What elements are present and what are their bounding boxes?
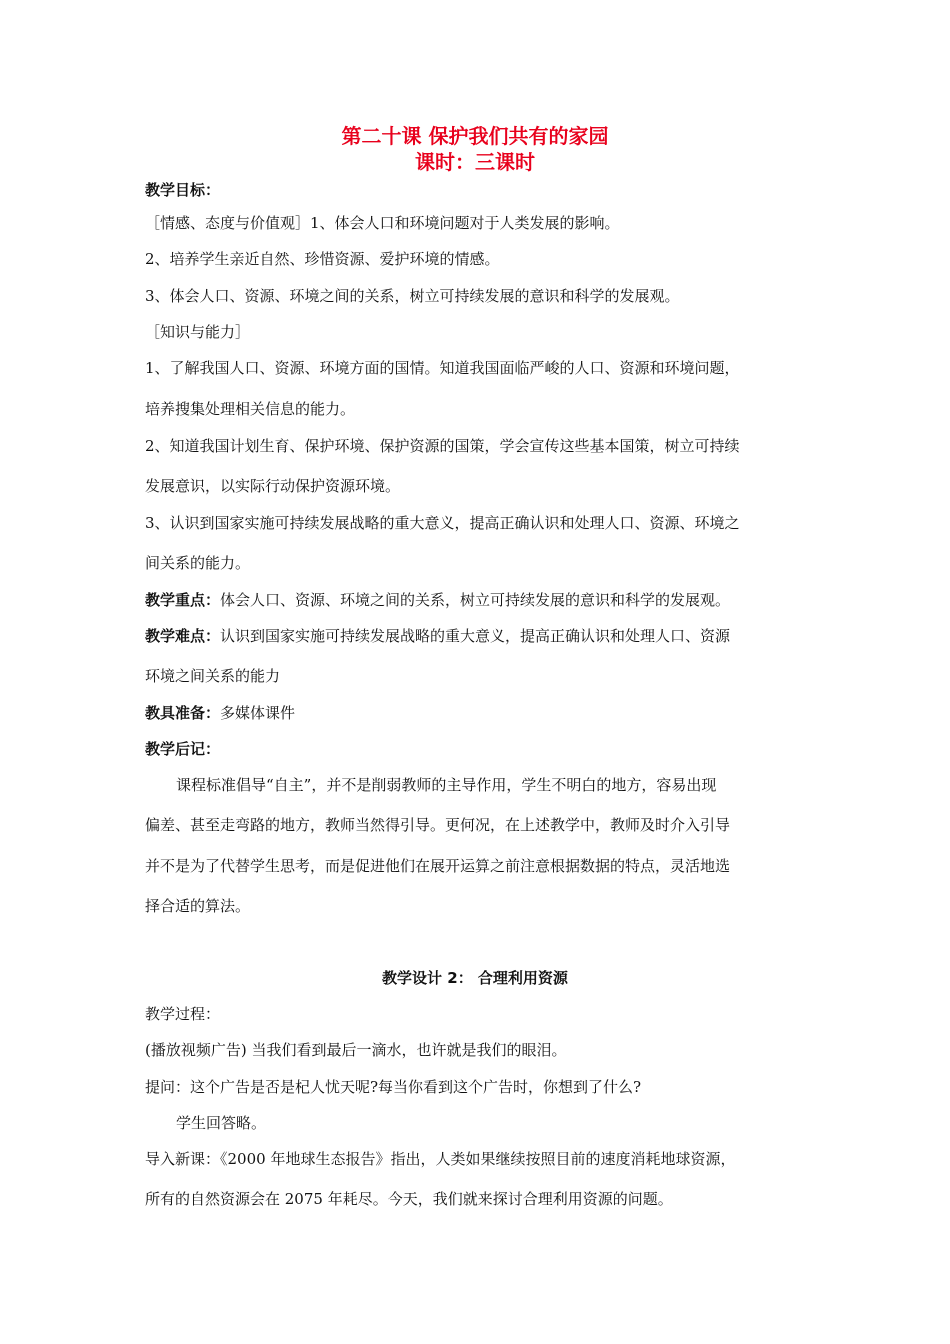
page-subtitle: 课时：三课时 — [415, 150, 535, 174]
knowledge-heading: ［知识与能力］ — [145, 323, 251, 341]
tools-text: 多媒体课件 — [220, 704, 296, 722]
key-points-label: 教学重点： — [145, 591, 221, 609]
objective-emotion-3: 3、体会人口、资源、环境之间的关系，树立可持续发展的意识和科学的发展观。 — [145, 287, 680, 305]
knowledge-2b: 发展意识，以实际行动保护资源环境。 — [145, 477, 401, 495]
process-line-4: 导入新课：《2000 年地球生态报告》指出，人类如果继续按照目前的速度消耗地球资源， — [145, 1150, 736, 1168]
knowledge-1b: 培养搜集处理相关信息的能力。 — [145, 400, 356, 418]
difficulties — [145, 626, 810, 646]
knowledge-2a: 2、知道我国计划生育、保护环境、保护资源的国策，学会宣传这些基本国策，树立可持续 — [145, 437, 740, 455]
design2-title: 教学设计 2： 合理利用资源 — [382, 969, 568, 987]
knowledge-3b: 间关系的能力。 — [145, 554, 251, 572]
tools-label: 教具准备： — [145, 704, 221, 722]
key-points-text: 体会人口、资源、环境之间的关系，树立可持续发展的意识和科学的发展观。 — [220, 591, 731, 609]
process-line-3: 学生回答略。 — [176, 1114, 267, 1132]
process-heading: 教学过程： — [145, 1005, 221, 1023]
process-line-2: 提问：这个广告是否是杞人忧天呢?每当你看到这个广告时，你想到了什么? — [145, 1078, 642, 1096]
knowledge-1a: 1、了解我国人口、资源、环境方面的国情。知道我国面临严峻的人口、资源和环境问题， — [145, 359, 740, 377]
notes-line-1: 课程标准倡导“自主”，并不是削弱教师的主导作用，学生不明白的地方，容易出现 — [176, 776, 717, 794]
notes-line-3: 并不是为了代替学生思考，而是促进他们在展开运算之前注意根据数据的特点，灵活地选 — [145, 857, 731, 875]
notes-heading: 教学后记： — [145, 740, 221, 758]
difficulties-text-a: 认识到国家实施可持续发展战略的重大意义，提高正确认识和处理人口、资源 — [220, 627, 731, 645]
key-points — [145, 590, 810, 610]
notes-line-4: 择合适的算法。 — [145, 897, 251, 915]
objectives-heading: 教学目标： — [145, 181, 221, 199]
objective-emotion-2: 2、培养学生亲近自然、珍惜资源、爱护环境的情感。 — [145, 250, 500, 268]
difficulties-text-b: 环境之间关系的能力 — [145, 667, 281, 685]
objective-emotion-1: ［情感、态度与价值观］1、体会人口和环境问题对于人类发展的影响。 — [145, 214, 620, 232]
notes-line-2: 偏差、甚至走弯路的地方，教师当然得引导。更何况，在上述教学中，教师及时介入引导 — [145, 816, 731, 834]
knowledge-3a: 3、认识到国家实施可持续发展战略的重大意义，提高正确认识和处理人口、资源、环境之 — [145, 514, 740, 532]
process-line-5: 所有的自然资源会在 2075 年耗尽。今天，我们就来探讨合理利用资源的问题。 — [145, 1190, 673, 1208]
tools — [145, 703, 810, 723]
difficulties-label: 教学难点： — [145, 627, 221, 645]
page-title: 第二十课 保护我们共有的家园 — [341, 124, 609, 148]
process-line-1: (播放视频广告) 当我们看到最后一滴水，也许就是我们的眼泪。 — [145, 1041, 567, 1059]
